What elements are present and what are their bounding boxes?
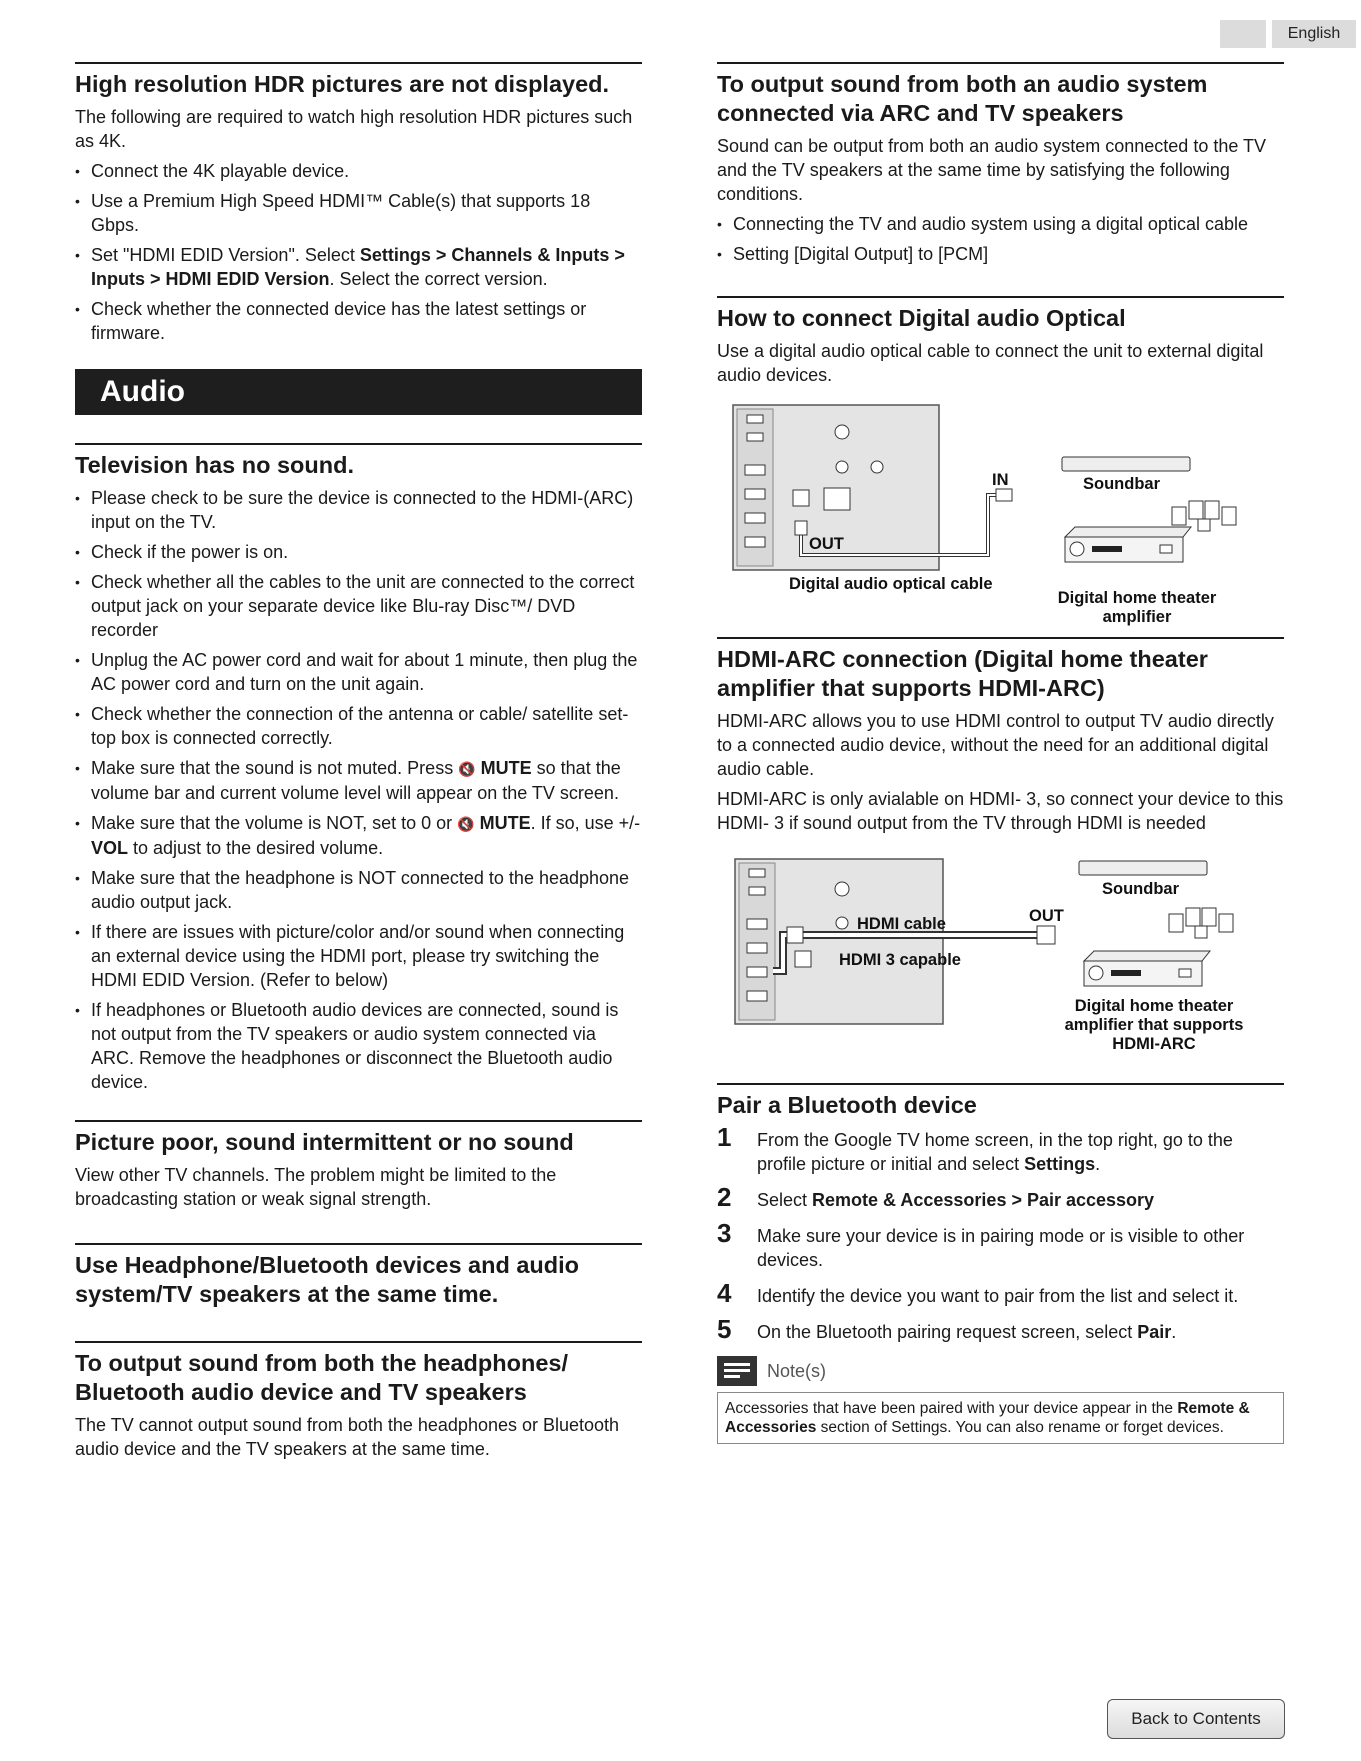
note-box — [717, 1392, 1284, 1444]
section-headphone — [75, 1243, 642, 1309]
section-title: Television has no sound. — [75, 452, 354, 478]
label-hdmi-cable: HDMI cable — [857, 915, 946, 933]
optical-plug-icon — [795, 521, 807, 535]
label-out: OUT — [809, 535, 844, 553]
text: Set "HDMI EDID Version". Select — [91, 245, 360, 265]
soundbar-icon — [1062, 457, 1190, 471]
section-body: View other TV channels. The problem might be limited to the broadcasting station or weak signal strength. — [75, 1165, 557, 1209]
usb-port-icon — [747, 433, 763, 441]
amp-display-icon — [1111, 970, 1141, 976]
key-label: VOL — [91, 838, 129, 858]
speaker-icon — [1169, 914, 1183, 932]
section-title: HDMI-ARC connection (Digital home theater amplifier that supports HDMI-ARC) — [717, 646, 1208, 701]
usb-port-icon — [749, 869, 765, 877]
step-item — [717, 1314, 1284, 1344]
hdmi-port-icon — [745, 465, 765, 475]
step-number: 3 — [717, 1218, 732, 1248]
speaker-icon — [1186, 908, 1200, 926]
section-hdr — [75, 62, 642, 345]
speaker-icon — [1202, 908, 1216, 926]
menu-path: Settings > Channels & Inputs > Inputs > HDMI EDID Version — [91, 245, 625, 289]
amp-knob-icon — [1089, 966, 1103, 980]
note-title: Note(s) — [767, 1360, 827, 1381]
hdmi-port-icon — [747, 967, 767, 977]
section-intro: The following are required to watch high resolution HDR pictures such as 4K. — [75, 107, 633, 151]
bullet-list — [717, 212, 1284, 266]
label-hdmi-capable: HDMI 3 capable — [839, 951, 961, 969]
note-header — [717, 1356, 1284, 1386]
list-item: • Make sure that the headphone is NOT connected to the headphone audio output jack. — [75, 866, 642, 914]
audio-jack-icon — [836, 461, 848, 473]
list-item — [75, 243, 642, 291]
section-hdmi-arc — [717, 637, 1284, 1073]
section-body: HDMI-ARC allows you to use HDMI control to output TV audio directly to a connected audio device, without the need for an additional digital audio cable. — [717, 711, 1274, 779]
hdmi-plug-icon — [787, 927, 803, 943]
menu-label: Settings — [1024, 1154, 1096, 1174]
step-item — [717, 1182, 1284, 1212]
section-title: How to connect Digital audio Optical — [717, 305, 1126, 331]
step-number: 4 — [717, 1278, 732, 1308]
section-title: High resolution HDR pictures are not displayed. — [75, 71, 610, 97]
optical-plug-icon — [996, 489, 1012, 501]
amp-knob-icon — [1070, 542, 1084, 556]
label-out: OUT — [1029, 907, 1064, 925]
text: . Select the correct version. — [329, 269, 548, 289]
hdmi-port-icon — [747, 919, 767, 929]
list-item — [75, 756, 642, 805]
amp-button-icon — [1179, 969, 1191, 977]
text: Identify the device you want to pair from the list and select it. — [757, 1286, 1239, 1306]
antenna-jack-icon — [835, 425, 849, 439]
hdmi-port-icon — [745, 489, 765, 499]
label-amp-line2: amplifier — [1102, 608, 1172, 626]
list-item — [75, 811, 642, 860]
step-item — [717, 1278, 1284, 1308]
speaker-icon — [1219, 914, 1233, 932]
section-no-sound — [75, 443, 642, 1094]
amp-top-icon — [1065, 527, 1191, 537]
back-to-contents-button[interactable]: Back to Contents — [1107, 1699, 1285, 1739]
menu-label: Pair — [1137, 1322, 1172, 1342]
section-title: To output sound from both an audio system connected via ARC and TV speakers — [717, 71, 1208, 126]
list-item: • Connecting the TV and audio system using a digital optical cable — [717, 212, 1284, 236]
list-item: • Check whether the connected device has the latest settings or firmware. — [75, 297, 642, 345]
text: . — [1171, 1322, 1177, 1342]
text: Make sure that the volume is NOT, set to 0 or — [91, 813, 458, 833]
mute-icon: 🔇 — [457, 816, 475, 832]
speaker-icon — [1222, 507, 1236, 525]
section-title: To output sound from both the headphones/ Bluetooth audio device and TV speakers — [75, 1350, 568, 1405]
hdmi-port-icon — [745, 537, 765, 547]
key-label: MUTE — [480, 758, 532, 778]
text: Make sure your device is in pairing mode or is visible to other devices. — [757, 1226, 1245, 1270]
amp-button-icon — [1160, 545, 1172, 553]
section-title: Picture poor, sound intermittent or no sound — [75, 1129, 574, 1155]
amp-top-icon — [1084, 951, 1210, 961]
step-list — [717, 1122, 1284, 1344]
hdmi-arc-diagram — [717, 851, 1284, 1073]
speaker-icon — [1172, 507, 1186, 525]
hdmi-port-icon — [745, 513, 765, 523]
menu-label: Remote & Accessories > Pair accessory — [812, 1190, 1155, 1210]
text: . If so, use +/- — [530, 813, 641, 833]
hdmi-plug-icon — [1037, 926, 1055, 944]
label-amp-line3: HDMI-ARC — [1112, 1035, 1196, 1053]
audio-jack-icon — [836, 917, 848, 929]
optical-diagram — [717, 397, 1284, 629]
menu-label: Remote & Accessories — [725, 1400, 1250, 1436]
section-optical — [717, 296, 1284, 629]
label-amp-line1: Digital home theater — [1074, 997, 1234, 1015]
label-soundbar: Soundbar — [1083, 475, 1160, 493]
text: . — [1095, 1154, 1101, 1174]
list-item: • If there are issues with picture/color and/or sound when connecting an external device using the HDMI port, please try switching the HDMI EDID Version. (Refer to below) — [75, 920, 642, 992]
label-amp-line2: amplifier that supports — [1064, 1016, 1244, 1034]
usb-port-icon — [747, 415, 763, 423]
step-number: 2 — [717, 1182, 732, 1212]
list-item: • Please check to be sure the device is connected to the HDMI-(ARC) input on the TV. — [75, 486, 642, 534]
text: From the Google TV home screen, in the top right, go to the profile picture or initial and select — [757, 1130, 1233, 1174]
text: to adjust to the desired volume. — [128, 838, 384, 858]
language-tab[interactable]: English — [1272, 20, 1356, 48]
step-number: 1 — [717, 1122, 732, 1152]
hdmi-connection-diagram — [717, 851, 1284, 1073]
section-title: Use Headphone/Bluetooth devices and audio system/TV speakers at the same time. — [75, 1252, 580, 1307]
section-picture-poor — [75, 1120, 642, 1211]
lan-port-icon — [824, 488, 850, 510]
section-arc-both — [717, 62, 1284, 266]
subwoofer-icon — [1198, 519, 1210, 531]
amp-display-icon — [1092, 546, 1122, 552]
text: section of Settings. You can also rename or forget devices. — [816, 1419, 1224, 1436]
optical-port-icon — [795, 951, 811, 967]
headphone-jack-icon — [871, 461, 883, 473]
note-icon — [717, 1356, 757, 1386]
optical-connection-diagram — [717, 397, 1284, 629]
section-both-headphones — [75, 1341, 642, 1461]
section-body: HDMI-ARC is only avialable on HDMI- 3, so connect your device to this HDMI- 3 if sound output from the TV through HDMI is needed — [717, 789, 1284, 833]
speaker-icon — [1189, 501, 1203, 519]
step-number: 5 — [717, 1314, 732, 1344]
text: Accessories that have been paired with your device appear in the — [725, 1400, 1178, 1417]
step-item — [717, 1218, 1284, 1272]
list-item: • If headphones or Bluetooth audio devices are connected, sound is not output from the TV speakers or audio system connected via ARC. Remove the headphones or disconnect the Bluetooth audio device. — [75, 998, 642, 1094]
section-body: The TV cannot output sound from both the headphones or Bluetooth audio device and the TV speakers at the same time. — [75, 1415, 620, 1459]
list-item: • Use a Premium High Speed HDMI™ Cable(s) that supports 18 Gbps. — [75, 189, 642, 237]
mute-icon: 🔇 — [458, 761, 476, 777]
antenna-jack-icon — [835, 882, 849, 896]
text: so that the volume bar and current volume level will appear on the TV screen. — [91, 758, 621, 803]
list-item: • Check whether all the cables to the unit are connected to the correct output jack on your separate device like Blu-ray Disc™/ DVD recorder — [75, 570, 642, 642]
step-item — [717, 1122, 1284, 1176]
text: Select — [757, 1190, 813, 1210]
section-title: Pair a Bluetooth device — [717, 1092, 977, 1118]
list-item: • Setting [Digital Output] to [PCM] — [717, 242, 1284, 266]
list-item: • Connect the 4K playable device. — [75, 159, 642, 183]
label-cable: Digital audio optical cable — [789, 575, 993, 593]
label-in: IN — [992, 471, 1009, 489]
speaker-icon — [1205, 501, 1219, 519]
list-item: • Check whether the connection of the antenna or cable/ satellite set-top box is connected correctly. — [75, 702, 642, 750]
right-column — [717, 62, 1284, 1444]
section-intro: Sound can be output from both an audio system connected to the TV and the TV speakers at the same time by satisfying the following conditions. — [717, 136, 1267, 204]
text: On the Bluetooth pairing request screen, select — [757, 1322, 1138, 1342]
bullet-list — [75, 486, 642, 1094]
list-item: • Check if the power is on. — [75, 540, 642, 564]
subwoofer-icon — [1195, 926, 1207, 938]
usb-port-icon — [749, 887, 765, 895]
optical-port-icon — [793, 490, 809, 506]
text: Make sure that the sound is not muted. Press — [91, 758, 459, 778]
left-column — [75, 62, 642, 1467]
key-label: MUTE — [479, 813, 531, 833]
label-soundbar: Soundbar — [1102, 880, 1179, 898]
hdmi-port-icon — [747, 943, 767, 953]
page-number-box — [1220, 20, 1266, 48]
label-amp-line1: Digital home theater — [1057, 589, 1217, 607]
bullet-list — [75, 159, 642, 345]
hdmi-port-icon — [747, 991, 767, 1001]
list-item: • Unplug the AC power cord and wait for about 1 minute, then plug the AC power cord and turn on the unit again. — [75, 648, 642, 696]
section-bluetooth — [717, 1083, 1284, 1444]
section-body: Use a digital audio optical cable to connect the unit to external digital audio devices. — [717, 341, 1264, 385]
audio-banner: Audio — [75, 369, 642, 415]
soundbar-icon — [1079, 861, 1207, 875]
